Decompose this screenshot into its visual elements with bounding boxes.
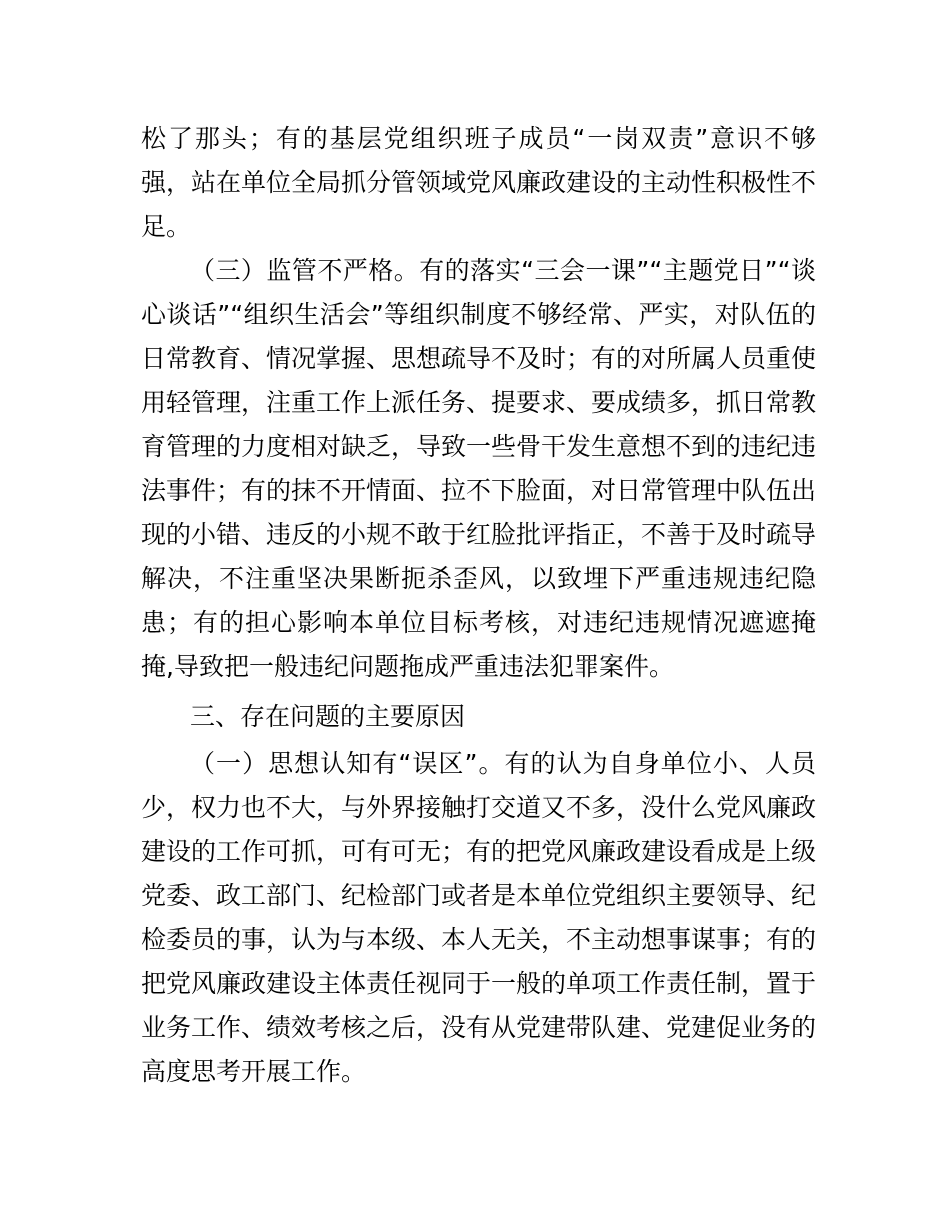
text-line: 建设的工作可抓，可有可无；有的把党风廉政建设看成是上级 (141, 837, 817, 866)
text-line: 解决，不注重坚决果断扼杀歪风，以致埋下严重违规违纪隐 (141, 564, 816, 593)
text-line: 足。 (141, 212, 192, 241)
text-line: 日常教育、情况掌握、思想疏导不及时；有的对所属人员重使 (141, 344, 817, 373)
section-heading-line: （三）监管不严格。有的落实“三会一课”“主题党日”“谈 (190, 256, 816, 285)
text-line: 检委员的事，认为与本级、本人无关，不主动想事谋事；有的 (141, 925, 817, 954)
section-heading: 三、存在问题的主要原因 (190, 702, 466, 731)
text-line: 业务工作、绩效考核之后，没有从党建带队建、党建促业务的 (141, 1013, 817, 1042)
text-line: 现的小错、违反的小规不敢于红脸批评指正，不善于及时疏导 (141, 520, 817, 549)
text-line: 患；有的担心影响本单位目标考核，对违纪违规情况遮遮掩 (141, 608, 816, 637)
text-line: 强，站在单位全局抓分管领域党风廉政建设的主动性积极性不 (141, 168, 817, 197)
text-line: 掩,导致把一般违纪问题拖成严重违法犯罪案件。 (141, 652, 674, 681)
text-line: 心谈话”“组织生活会”等组织制度不够经常、严实，对队伍的 (141, 300, 816, 329)
text-line: 用轻管理，注重工作上派任务、提要求、要成绩多，抓日常教 (141, 388, 817, 417)
text-line: 党委、政工部门、纪检部门或者是本单位党组织主要领导、纪 (141, 881, 817, 910)
subsection-heading-line: （一）思想认知有“误区”。有的认为自身单位小、人员 (190, 749, 816, 778)
text-line: 育管理的力度相对缺乏，导致一些骨干发生意想不到的违纪违 (141, 432, 817, 461)
text-line: 把党风廉政建设主体责任视同于一般的单项工作责任制，置于 (141, 969, 817, 998)
text-line: 高度思考开展工作。 (141, 1057, 367, 1086)
text-line: 松了那头；有的基层党组织班子成员“一岗双责”意识不够 (141, 124, 816, 153)
text-line: 法事件；有的抹不开情面、拉不下脸面，对日常管理中队伍出 (141, 476, 817, 505)
text-line: 少，权力也不大，与外界接触打交道又不多，没什么党风廉政 (141, 793, 817, 822)
